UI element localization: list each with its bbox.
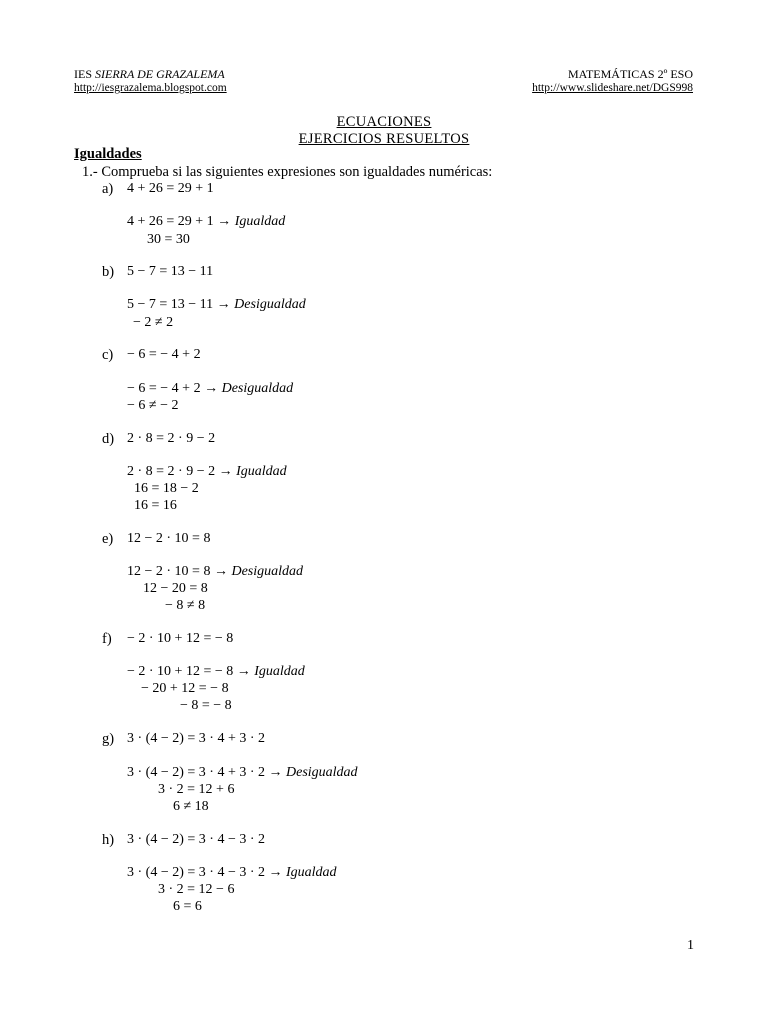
header-right: [532, 67, 693, 95]
exercise-step: 30 = 30: [147, 232, 190, 247]
exercise-work: 12 − 2 · 10 = 8 → Desigualdad: [127, 564, 304, 579]
exercise-work: − 6 = − 4 + 2 → Desigualdad: [127, 381, 294, 396]
exercise-label: a): [102, 181, 114, 197]
exercise-statement: − 2 · 10 + 12 = − 8: [127, 631, 234, 646]
exercise-statement: 5 − 7 = 13 − 11: [127, 264, 214, 279]
exercise-work: 3 · (4 − 2) = 3 · 4 + 3 · 2 → Desigualdad: [127, 765, 358, 780]
exercise-step: − 8 = − 8: [180, 698, 232, 713]
exercise-statement: 3 · (4 − 2) = 3 · 4 − 3 · 2: [127, 832, 265, 847]
exercise-step: 16 = 16: [134, 498, 177, 513]
exercise-label: h): [102, 832, 115, 848]
subject-name: MATEMÁTICAS 2º ESO: [567, 67, 693, 81]
exercise-label: b): [102, 264, 115, 280]
result-label: Desigualdad: [231, 564, 304, 579]
exercise-statement: 3 · (4 − 2) = 3 · 4 + 3 · 2: [127, 731, 265, 746]
exercise-label: g): [102, 731, 115, 747]
exercise-statement: 4 + 26 = 29 + 1: [127, 181, 214, 196]
exercise-work: 5 − 7 = 13 − 11 → Desigualdad: [127, 297, 306, 312]
subject-link[interactable]: http://www.slideshare.net/DGS998: [532, 82, 693, 94]
exercise-work: 4 + 26 = 29 + 1 → Igualdad: [127, 214, 286, 229]
section-heading: Igualdades: [74, 146, 142, 162]
exercise-label: d): [102, 431, 115, 447]
result-label: Desigualdad: [286, 765, 358, 780]
exercise-work: 3 · (4 − 2) = 3 · 4 − 3 · 2 → Igualdad: [127, 865, 337, 880]
exercise-statement: 12 − 2 · 10 = 8: [127, 531, 211, 546]
exercise-step: − 6 ≠ − 2: [127, 398, 179, 413]
exercise-step: 3 · 2 = 12 + 6: [158, 782, 235, 797]
exercise-work: − 2 · 10 + 12 = − 8 → Igualdad: [127, 664, 305, 679]
exercise-step: 6 = 6: [173, 899, 202, 914]
result-label: Desigualdad: [221, 381, 294, 396]
result-label: Desigualdad: [234, 297, 306, 312]
exercise-step: − 2 ≠ 2: [133, 315, 174, 330]
exercise-label: e): [102, 531, 114, 547]
school-name: IES SIERRA DE GRAZALEMA: [74, 67, 225, 81]
exercise-step: 16 = 18 − 2: [134, 481, 199, 496]
result-label: Igualdad: [254, 664, 305, 679]
result-label: Igualdad: [286, 865, 337, 880]
page-number: 1: [687, 938, 694, 953]
exercise-step: − 8 ≠ 8: [165, 598, 206, 613]
header-left: [74, 67, 227, 95]
exercise-work: 2 · 8 = 2 · 9 − 2 → Igualdad: [127, 464, 287, 479]
school-link[interactable]: http://iesgrazalema.blogspot.com: [74, 82, 227, 94]
result-label: Igualdad: [236, 464, 287, 479]
page-subtitle: EJERCICIOS RESUELTOS: [298, 131, 470, 147]
exercise-step: 12 − 20 = 8: [143, 581, 208, 596]
result-label: Igualdad: [234, 214, 286, 229]
page-title: ECUACIONES: [336, 114, 432, 130]
exercise-step: 6 ≠ 18: [173, 799, 209, 814]
exercise-label: f): [102, 631, 112, 647]
exercise-label: c): [102, 347, 114, 363]
exercise-statement: 2 · 8 = 2 · 9 − 2: [127, 431, 216, 446]
question-text: 1.- Comprueba si las siguientes expresiones son igualdades numéricas:: [82, 164, 493, 180]
exercise-step: − 20 + 12 = − 8: [141, 681, 229, 696]
exercise-step: 3 · 2 = 12 − 6: [158, 882, 235, 897]
exercise-statement: − 6 = − 4 + 2: [127, 347, 201, 362]
